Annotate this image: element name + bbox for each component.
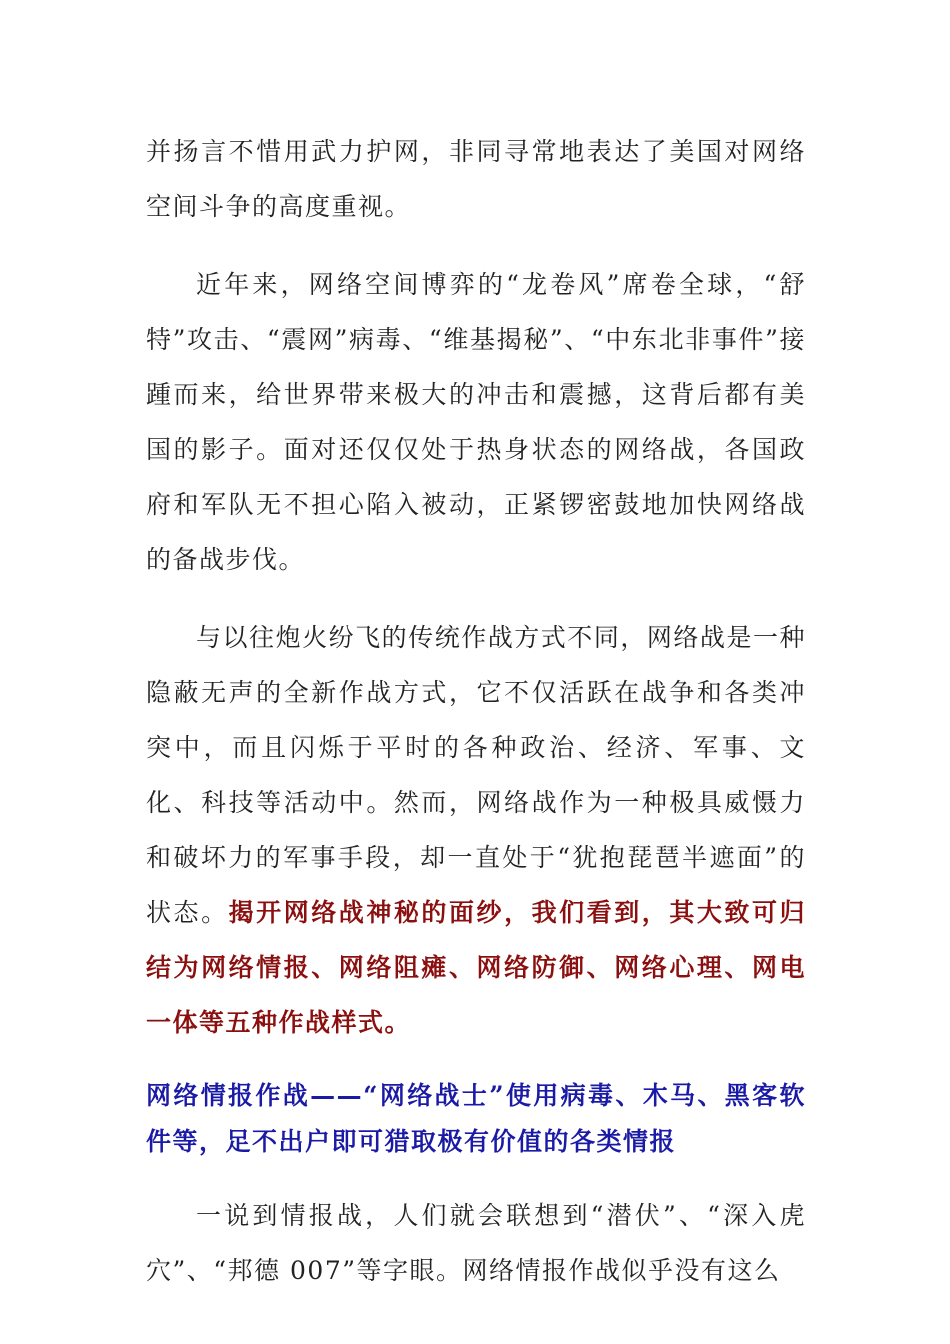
paragraph-1: 并扬言不惜用武力护网，非同寻常地表达了美国对网络空间斗争的高度重视。 [146, 137, 806, 221]
section-heading: 网络情报作战——“网络战士”使用病毒、木马、黑客软件等，足不出户即可猎取极有价值的各类情报 [146, 1081, 806, 1156]
paragraph-3-emphasis: 揭开网络战神秘的面纱，我们看到，其大致可归结为网络情报、网络阻瘫、网络防御、网络心理、网电一体等五种作战样式。 [146, 898, 806, 1037]
document-body [146, 124, 806, 1298]
paragraph-5: 一说到情报战，人们就会联想到“潜伏”、“深入虎穴”、“邦德 007”等字眼。网络情报作战似乎没有这么 [146, 1201, 806, 1285]
paragraph-3 [146, 610, 806, 1050]
paragraph-3-text: 与以往炮火纷飞的传统作战方式不同，网络战是一种隐蔽无声的全新作战方式，它不仅活跃在战争和各类冲突中，而且闪烁于平时的各种政治、经济、军事、文化、科技等活动中。然而，网络战作为一种极具威慑力和破坏力的军事手段，却一直处于“犹抱琵琶半遮面”的状态。 [146, 623, 806, 927]
paragraph-2: 近年来，网络空间博弈的“龙卷风”席卷全球，“舒特”攻击、“震网”病毒、“维基揭秘”、“中东北非事件”接踵而来，给世界带来极大的冲击和震撼，这背后都有美国的影子。面对还仅仅处于热身状态的网络战，各国政府和军队无不担心陷入被动，正紧锣密鼓地加快网络战的备战步伐。 [146, 270, 806, 574]
